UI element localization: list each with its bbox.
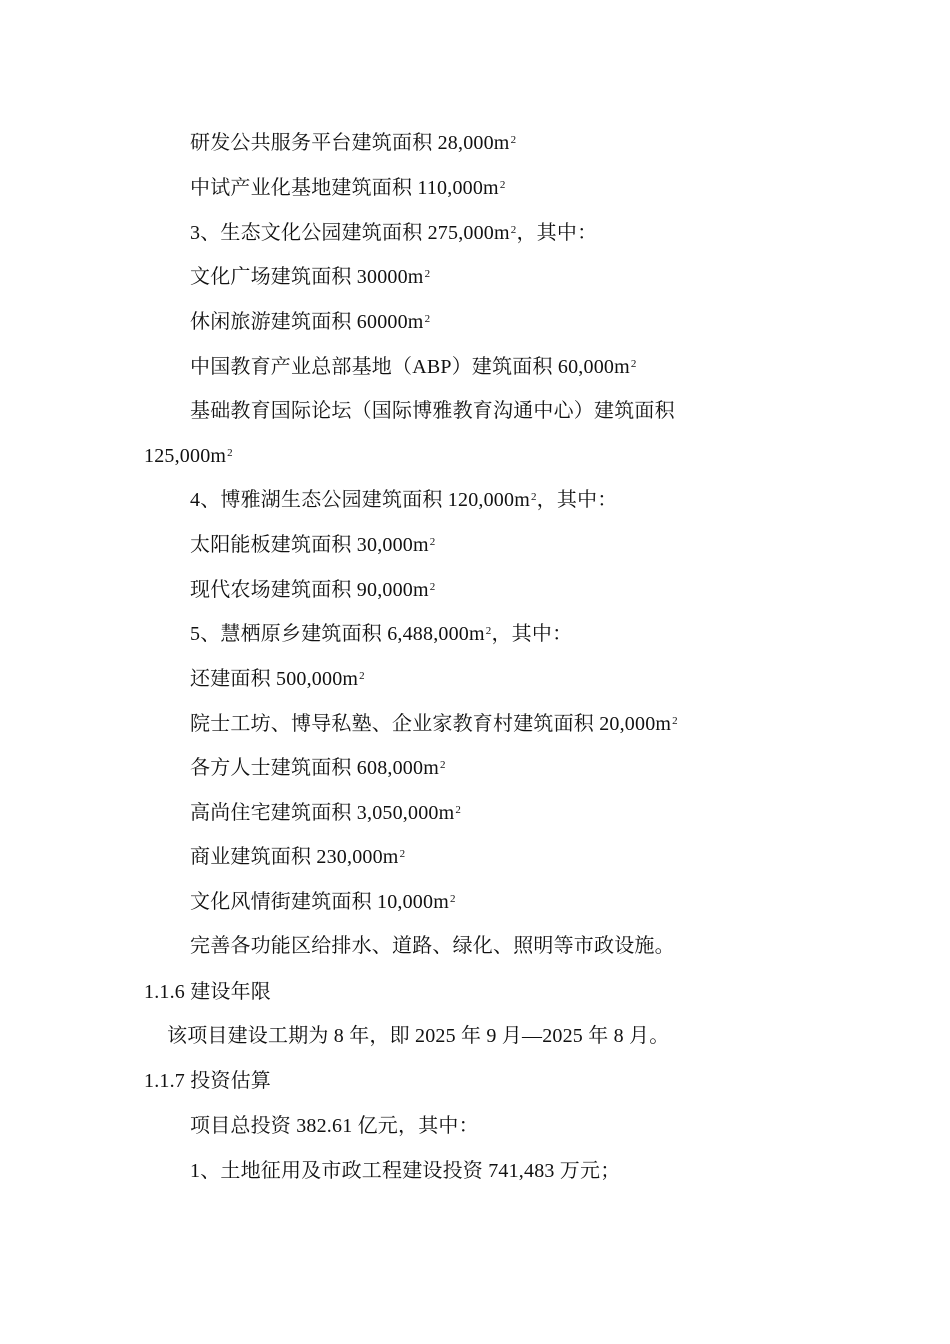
text-line-culture-street: 文化风情街建筑面积 $10,000m^2$ xyxy=(190,891,456,913)
text-line-commercial-area: 商业建筑面积 $230,000m^2$ xyxy=(190,846,406,868)
text-line-modern-farm: 现代农场建筑面积 $90,000m^2$ xyxy=(190,579,436,601)
text-line-education-forum-area: $125,000m^2$ xyxy=(144,445,233,467)
text-line-total-investment: 项目总投资 382.61 亿元，其中： xyxy=(190,1115,479,1137)
text-line-construction-duration: 该项目建设工期为 8 年，即 2025 年 9 月—2025 年 8 月。 xyxy=(167,1025,670,1047)
text-line-municipal-facilities: 完善各功能区给排水、道路、绿化、照明等市政设施。 xyxy=(190,935,675,957)
section-heading-construction-period: 1.1.6 建设年限 xyxy=(144,981,271,1003)
text-line-culture-square: 文化广场建筑面积 $30000m^2$ xyxy=(190,266,431,288)
text-line-academician-workshop: 院士工坊、博导私塾、企业家教育村建筑面积 $20,000m^2$ xyxy=(190,713,678,735)
section-heading-investment-estimate: 1.1.7 投资估算 xyxy=(144,1070,271,1092)
text-line-leisure-tourism: 休闲旅游建筑面积 $60000m^2$ xyxy=(190,311,431,333)
text-line-huiqi-hometown: 5、慧栖原乡建筑面积 $6,488,000m^2$，其中： xyxy=(190,623,573,645)
text-line-solar-panel: 太阳能板建筑面积 $30,000m^2$ xyxy=(190,534,436,556)
text-line-premium-housing: 高尚住宅建筑面积 $3,050,000m^2$ xyxy=(190,802,462,824)
text-line-land-municipal-investment: 1、土地征用及市政工程建设投资 741,483 万元； xyxy=(190,1160,621,1182)
text-line-eco-culture-park: 3、生态文化公园建筑面积 $275,000m^2$，其中： xyxy=(190,222,598,244)
text-line-abp-base: 中国教育产业总部基地（ABP）建筑面积 $60,000m^2$ xyxy=(190,356,637,378)
text-line-pilot-base-area: 中试产业化基地建筑面积 $110,000m^2$ xyxy=(190,177,506,199)
text-line-boya-lake-park: 4、博雅湖生态公园建筑面积 $120,000m^2$，其中： xyxy=(190,489,618,511)
text-line-rd-platform-area: 研发公共服务平台建筑面积 $28,000m^2$ xyxy=(190,132,517,154)
text-line-education-forum: 基础教育国际论坛（国际博雅教育沟通中心）建筑面积 xyxy=(190,400,675,422)
text-line-resettlement-area: 还建面积 $500,000m^2$ xyxy=(190,668,365,690)
text-line-various-people: 各方人士建筑面积 $608,000m^2$ xyxy=(190,757,446,779)
